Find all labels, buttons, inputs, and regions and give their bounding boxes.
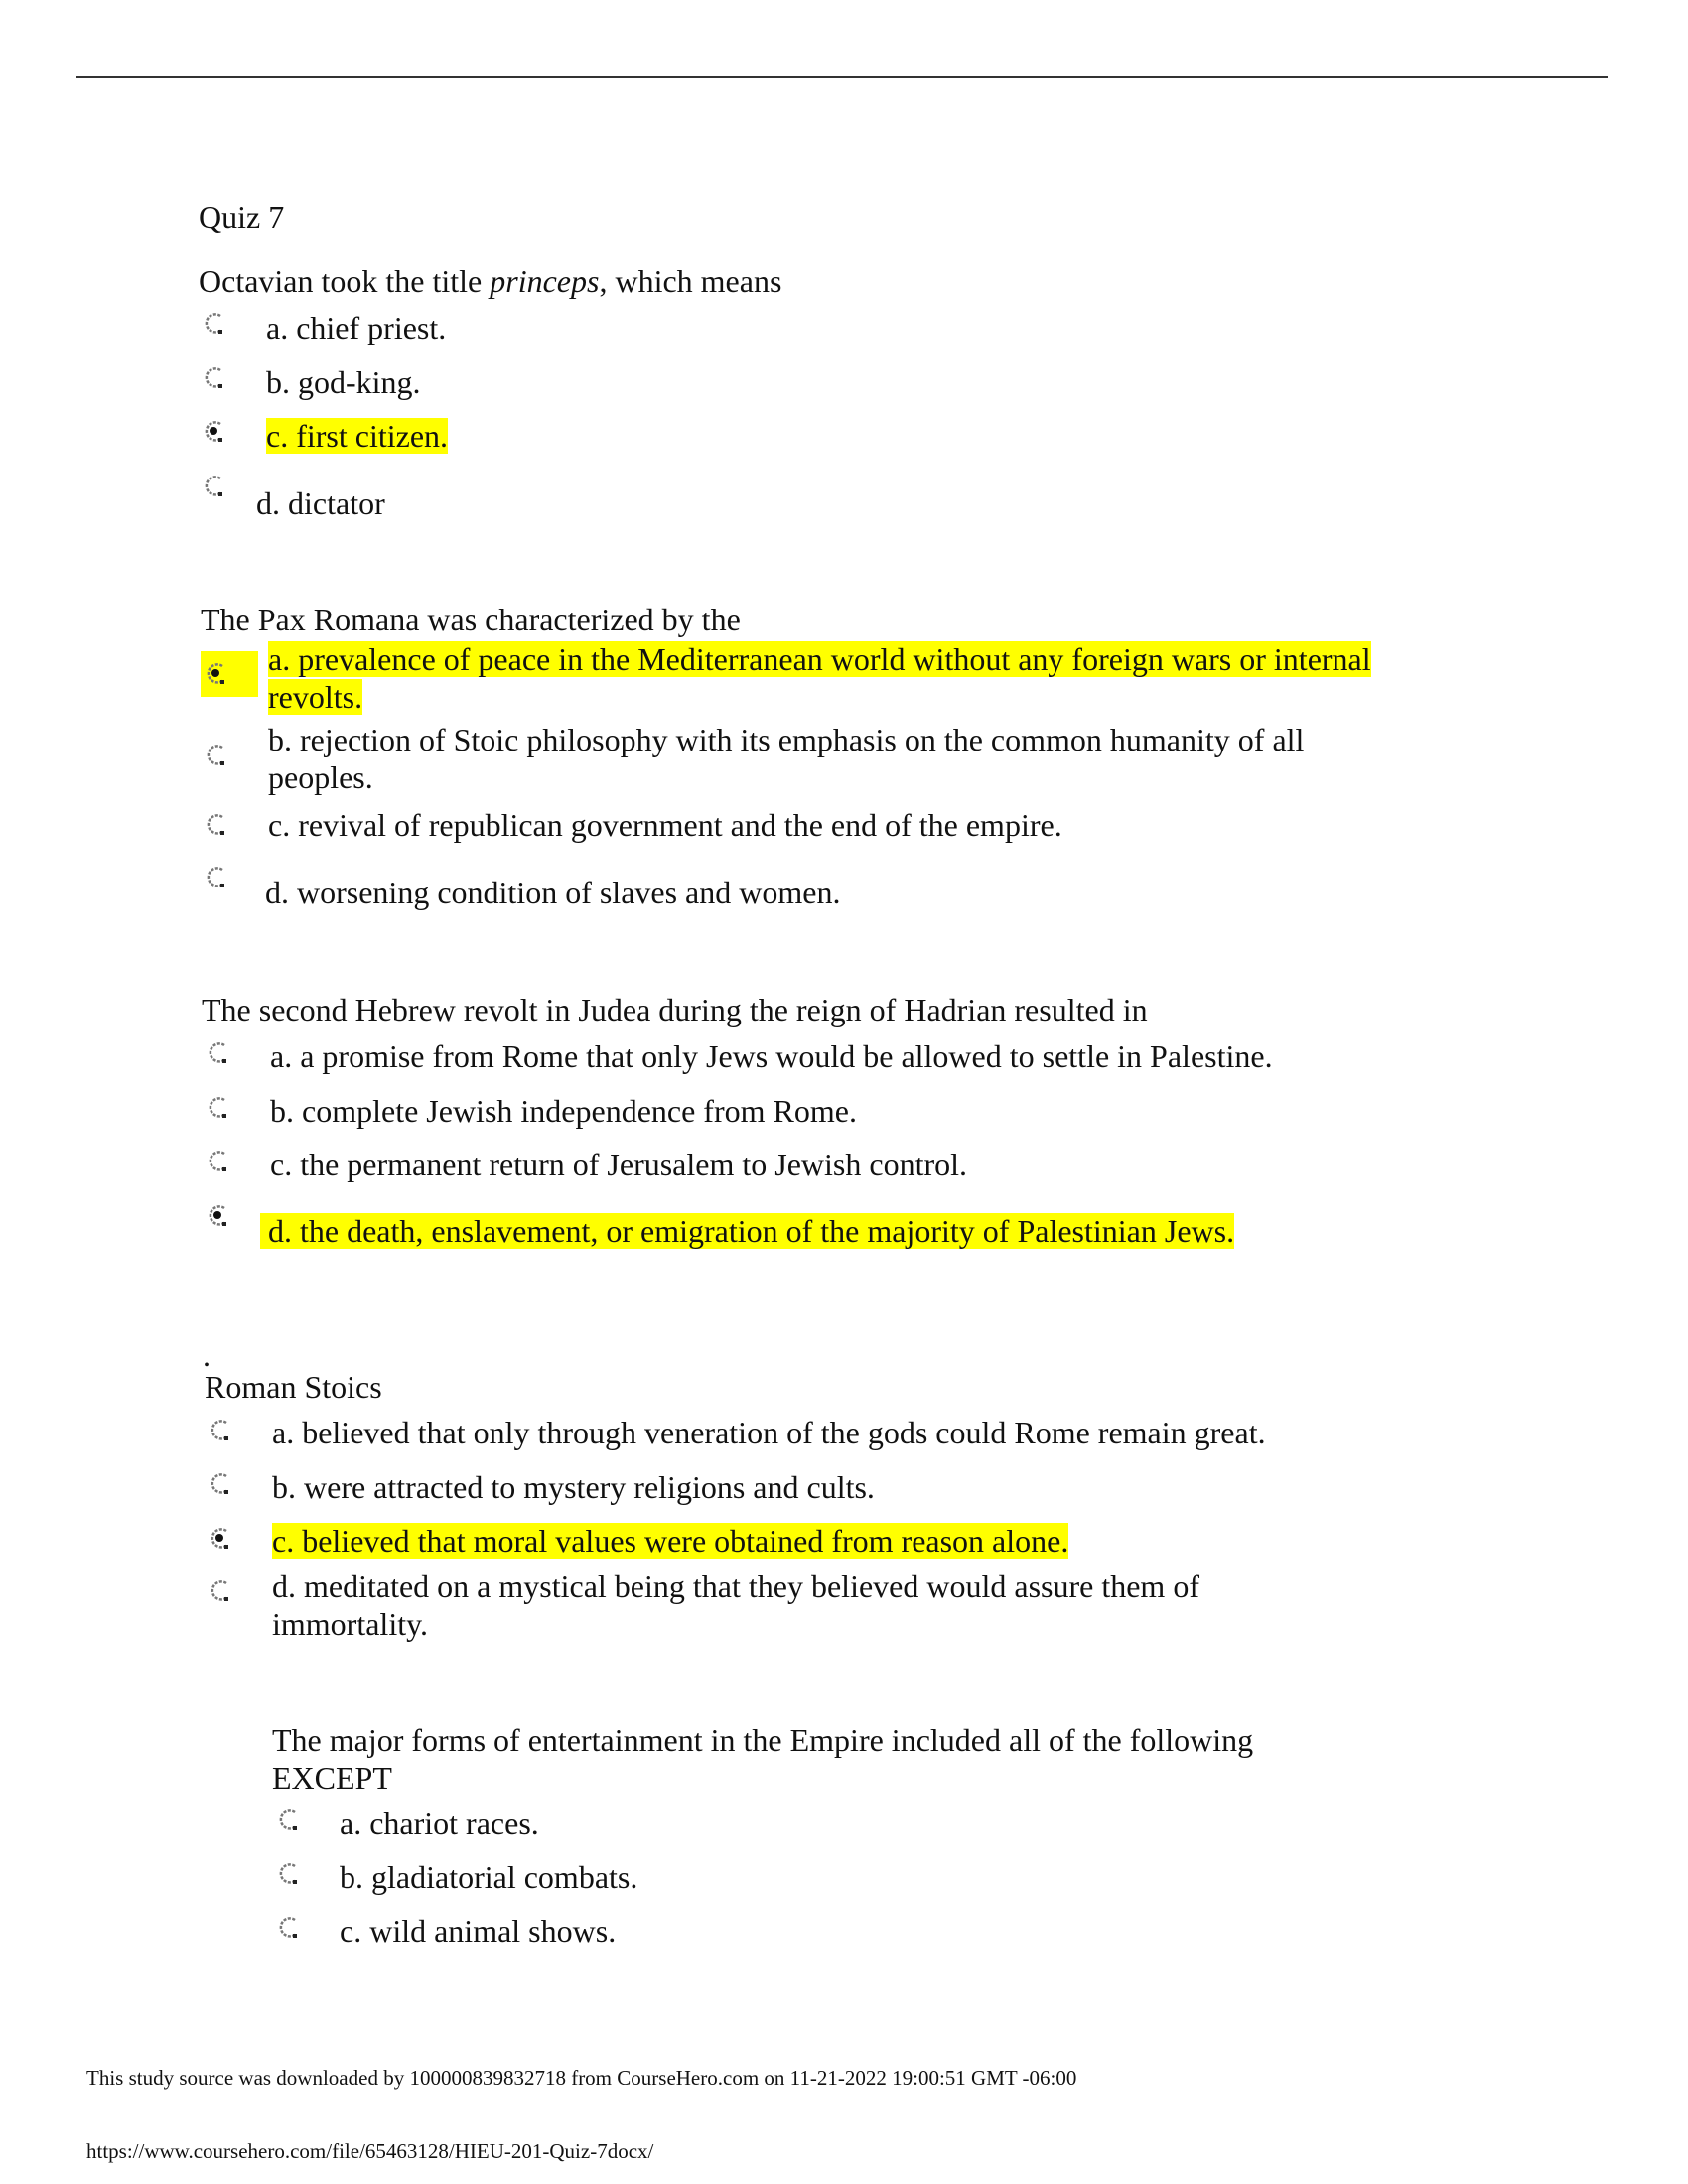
prompt-text: , which means (599, 263, 782, 299)
radio-unselected-icon[interactable] (208, 1578, 233, 1604)
question-4-option-c (272, 1522, 1068, 1560)
radio-unselected-icon[interactable] (206, 1040, 231, 1066)
source-url[interactable]: https://www.coursehero.com/file/65463128/HIEU-201-Quiz-7docx/ (86, 2139, 654, 2163)
radio-unselected-icon[interactable] (276, 1807, 302, 1833)
prompt-line: EXCEPT (272, 1760, 392, 1796)
question-2-prompt: The Pax Romana was characterized by the (201, 602, 741, 637)
download-note: This study source was downloaded by 100000839832718 from CourseHero.com on 11-21-2022 19:00:51 GMT -06:00 (86, 2066, 1077, 2090)
question-1-option-d[interactable]: d. dictator (256, 485, 385, 521)
radio-selected-icon[interactable] (202, 419, 227, 445)
radio-unselected-icon[interactable] (204, 812, 229, 838)
highlighted-answer[interactable]: d. the death, enslavement, or emigration of the majority of Palestinian Jews. (260, 1213, 1234, 1249)
stray-period: . (203, 1337, 211, 1373)
radio-unselected-icon[interactable] (204, 743, 229, 768)
question-1-option-b[interactable]: b. god-king. (266, 364, 421, 400)
option-line[interactable]: immortality. (272, 1606, 429, 1642)
quiz-title: Quiz 7 (199, 200, 285, 235)
question-3-option-b[interactable]: b. complete Jewish independence from Rome. (270, 1093, 857, 1129)
highlighted-answer[interactable]: c. first citizen. (266, 418, 449, 454)
radio-unselected-icon[interactable] (206, 1149, 231, 1174)
highlighted-answer[interactable]: c. believed that moral values were obtained from reason alone. (272, 1523, 1069, 1559)
question-2-option-c[interactable]: c. revival of republican government and the end of the empire. (268, 807, 1062, 843)
radio-unselected-icon[interactable] (206, 1095, 231, 1121)
question-5-option-b[interactable]: b. gladiatorial combats. (340, 1859, 638, 1895)
option-line[interactable]: b. rejection of Stoic philosophy with its emphasis on the common humanity of all (268, 722, 1305, 757)
question-3-option-d (260, 1212, 1234, 1250)
question-4-option-d (272, 1568, 1199, 1643)
question-2-option-a (268, 640, 1371, 716)
radio-unselected-icon[interactable] (204, 865, 229, 890)
highlighted-answer[interactable]: revolts. (268, 679, 363, 715)
radio-unselected-icon[interactable] (202, 474, 227, 499)
radio-unselected-icon[interactable] (276, 1915, 302, 1941)
question-3-option-a[interactable]: a. a promise from Rome that only Jews would be allowed to settle in Palestine. (270, 1038, 1273, 1074)
question-4-option-b[interactable]: b. were attracted to mystery religions and cults. (272, 1469, 875, 1505)
radio-unselected-icon[interactable] (208, 1471, 233, 1497)
radio-selected-icon[interactable] (206, 1203, 231, 1229)
radio-selected-icon[interactable] (204, 661, 229, 687)
question-3-option-c[interactable]: c. the permanent return of Jerusalem to Jewish control. (270, 1147, 967, 1182)
option-line[interactable]: peoples. (268, 759, 373, 795)
question-5-option-c[interactable]: c. wild animal shows. (340, 1913, 617, 1949)
question-2-option-b (268, 721, 1304, 796)
question-4-prompt: Roman Stoics (205, 1369, 382, 1405)
prompt-text: Octavian took the title (199, 263, 491, 299)
question-2-option-d[interactable]: d. worsening condition of slaves and women. (265, 875, 841, 910)
question-5-prompt (272, 1721, 1253, 1797)
question-5-option-a[interactable]: a. chariot races. (340, 1805, 539, 1841)
prompt-italic-term: princeps (490, 263, 600, 299)
question-4-option-a[interactable]: a. believed that only through veneration of the gods could Rome remain great. (272, 1415, 1266, 1450)
prompt-line: The major forms of entertainment in the Empire included all of the following (272, 1722, 1254, 1758)
radio-unselected-icon[interactable] (276, 1861, 302, 1887)
question-1-prompt (199, 262, 781, 300)
radio-unselected-icon[interactable] (202, 365, 227, 391)
highlighted-answer[interactable]: a. prevalence of peace in the Mediterranean world without any foreign wars or internal (268, 641, 1371, 677)
radio-unselected-icon[interactable] (202, 311, 227, 337)
radio-unselected-icon[interactable] (208, 1418, 233, 1443)
radio-selected-icon[interactable] (208, 1526, 233, 1552)
question-1-option-c (266, 417, 448, 455)
question-3-prompt: The second Hebrew revolt in Judea during the reign of Hadrian resulted in (202, 992, 1148, 1027)
header-rule (76, 76, 1608, 78)
option-line[interactable]: d. meditated on a mystical being that they believed would assure them of (272, 1569, 1199, 1604)
question-1-option-a[interactable]: a. chief priest. (266, 310, 447, 345)
